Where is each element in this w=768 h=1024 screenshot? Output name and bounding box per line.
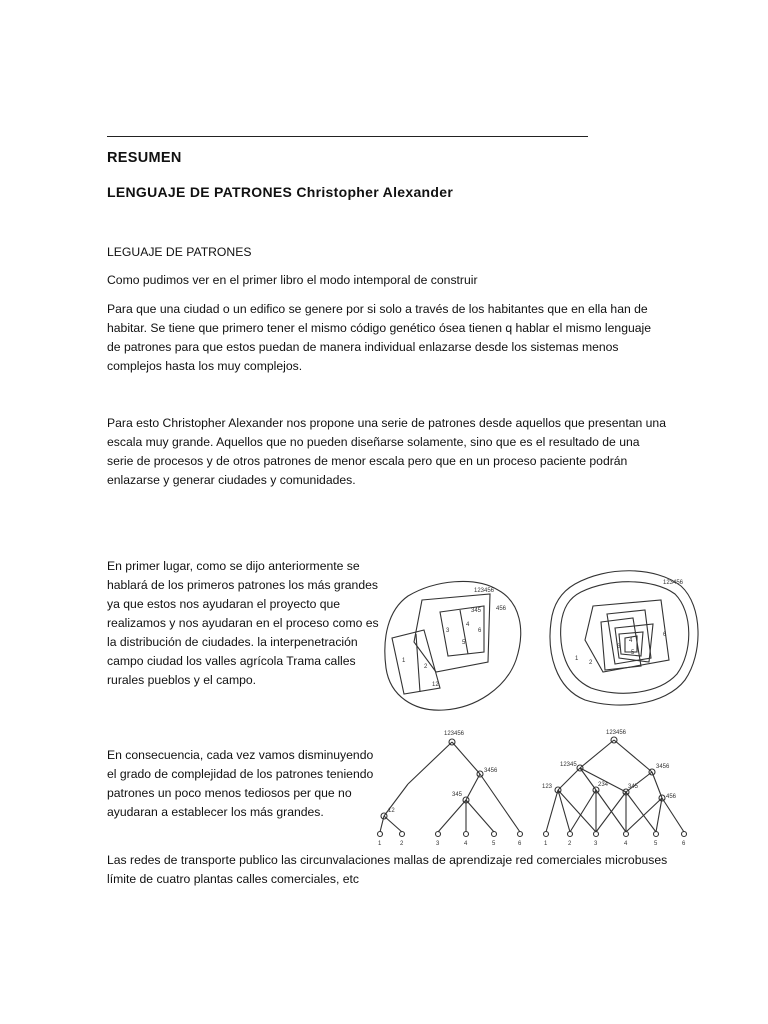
- paragraph-intro: Como pudimos ver en el primer libro el modo intemporal de construir: [107, 273, 478, 287]
- label-4: 4: [466, 622, 470, 628]
- lattice-edge: [652, 772, 662, 798]
- tree-leaf-label: 4: [464, 841, 468, 847]
- lattice-edge: [570, 790, 596, 832]
- lattice-leaf-label: 5: [654, 841, 658, 847]
- tree-edge: [466, 774, 480, 800]
- tree-leaf-label: 3: [436, 841, 440, 847]
- lattice-edge: [546, 790, 558, 832]
- lattice-label-c: 123: [542, 784, 553, 790]
- tree-diagram: [368, 728, 530, 850]
- lattice-edge: [558, 768, 580, 790]
- region-divider: [416, 634, 420, 692]
- label-4: 4: [629, 638, 633, 644]
- tree-edge: [438, 800, 466, 832]
- lattice-leaf-label: 1: [544, 841, 548, 847]
- tree-label-root: 123456: [444, 731, 465, 737]
- tree-label-left: 12: [388, 808, 395, 814]
- paragraph-consecuencia: En consecuencia, cada vez vamos disminuyendo el grado de complejidad de los patrones teniendo patrones un poco menos tediosos per que no ayudaran a establecer los más grandes.: [107, 748, 374, 819]
- tree-leaf-label: 1: [378, 841, 382, 847]
- lattice-edge: [614, 740, 652, 772]
- lattice-leaf-label: 2: [568, 841, 572, 847]
- lattice-leaf-label: 3: [594, 841, 598, 847]
- paragraph-redes: Las redes de transporte publico las circunvalaciones mallas de aprendizaje red comerciales microbuses límite de cuatro plantas calles comerciales, etc: [107, 853, 668, 886]
- tree-leaf: [400, 832, 405, 837]
- lattice-label-a: 12345: [560, 762, 577, 768]
- label-6: 6: [663, 632, 667, 638]
- venn-lattice-figure: [545, 562, 705, 712]
- lattice-label-root: 123456: [606, 730, 627, 736]
- venn-tree-figure: [380, 568, 540, 718]
- set-12345: [585, 600, 669, 672]
- lattice-leaf: [594, 832, 599, 837]
- tree-leaf: [492, 832, 497, 837]
- tree-leaf-label: 5: [492, 841, 496, 847]
- lattice-leaf-label: 4: [624, 841, 628, 847]
- document-subtitle: LENGUAJE DE PATRONES Christopher Alexander: [107, 184, 454, 200]
- section-heading: LEGUAJE DE PATRONES: [107, 245, 252, 259]
- label-6: 6: [478, 628, 482, 634]
- horizontal-rule: [107, 136, 588, 137]
- lattice-edge: [662, 798, 684, 832]
- paragraph-ciudad: Para que una ciudad o un edifico se genere por si solo a través de los habitantes que en ella han de habitar. Se tiene que primero tener el mismo código genético ósea tienen q hablar el mismo lenguaje de patrones para que estos puedan de manera individual enlazarse desde los sistemas menos complejos hasta los muy complejos.: [107, 302, 652, 373]
- label-5: 5: [631, 650, 635, 656]
- label-5: 5: [462, 640, 466, 646]
- label-2: 2: [589, 660, 593, 666]
- label-1: 1: [402, 658, 406, 664]
- tree-edge: [466, 800, 494, 832]
- label-outer: 123456: [474, 588, 495, 594]
- lattice-leaf: [568, 832, 573, 837]
- lattice-label-b: 3456: [656, 764, 670, 770]
- semilattice-diagram: [534, 728, 696, 850]
- paragraph-christopher: Para esto Christopher Alexander nos propone una serie de patrones desde aquellos que presentan una escala muy grande. Aquellos que no pueden diseñarse solamente, sino que es el resultado de una serie de procesos y de otros patrones de menor escala pero que en un proceso paciente podrán enlazarse y generar ciudades y comunidades.: [107, 416, 666, 487]
- lattice-edge: [626, 792, 656, 832]
- region-divider: [460, 610, 468, 654]
- outer-region: [385, 581, 521, 710]
- label-3: 3: [446, 628, 450, 634]
- outer-region: [550, 571, 698, 705]
- lattice-leaf: [654, 832, 659, 837]
- lattice-edge: [580, 768, 596, 790]
- tree-edge: [452, 742, 480, 774]
- tree-label-mid: 3456: [484, 768, 498, 774]
- label-456: 456: [496, 606, 507, 612]
- tree-edge: [408, 742, 452, 784]
- lattice-leaf: [624, 832, 629, 837]
- lattice-edge: [580, 740, 614, 768]
- tree-leaf-label: 6: [518, 841, 522, 847]
- tree-leaf: [518, 832, 523, 837]
- tree-edge: [384, 816, 402, 832]
- tree-label-inner: 345: [452, 792, 463, 798]
- paragraph-primer-lugar: En primer lugar, como se dijo anteriormente se hablará de los primeros patrones los más grandes ya que estos nos ayudaran el proyecto que realizamos y nos ayudaran en el proceso como es la distribución de ciudades. la interpenetración campo ciudad los valles agrícola Trama calles rurales pueblos y el campo.: [107, 559, 379, 687]
- lattice-label-f: 456: [666, 794, 677, 800]
- tree-leaf: [464, 832, 469, 837]
- label-pair: 12: [432, 682, 439, 688]
- lattice-label-e: 345: [628, 784, 639, 790]
- lattice-edge: [580, 768, 626, 792]
- lattice-leaf: [544, 832, 549, 837]
- label-group: 345: [471, 608, 482, 614]
- lattice-leaf-label: 6: [682, 841, 686, 847]
- lattice-label-d: 234: [598, 782, 609, 788]
- document-title: RESUMEN: [107, 150, 182, 166]
- tree-leaf-label: 2: [400, 841, 404, 847]
- label-2: 2: [424, 664, 428, 670]
- label-1: 1: [575, 656, 579, 662]
- label-3: 3: [617, 644, 621, 650]
- tree-leaf: [378, 832, 383, 837]
- label-outer: 123456: [663, 580, 684, 586]
- lattice-leaf: [682, 832, 687, 837]
- tree-leaf: [436, 832, 441, 837]
